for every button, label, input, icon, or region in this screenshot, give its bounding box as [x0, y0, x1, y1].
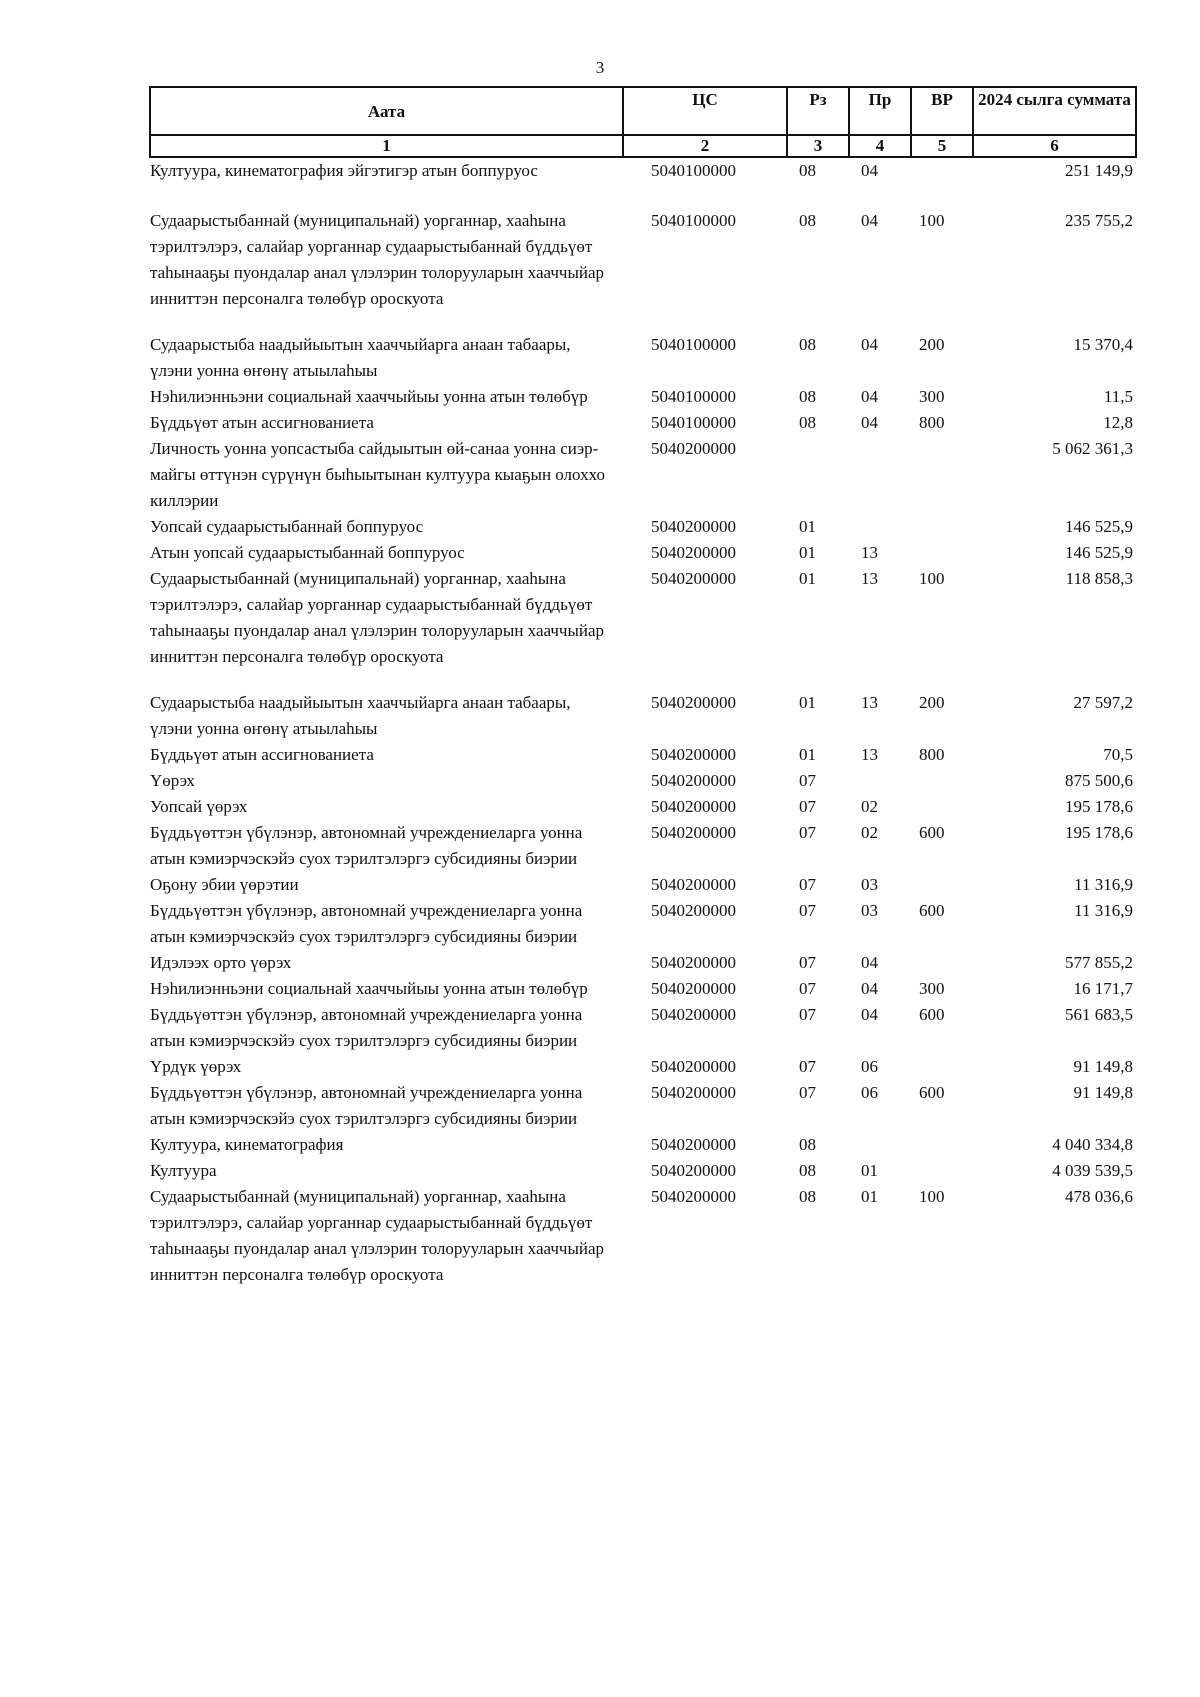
table-row — [150, 1132, 1136, 1158]
row-name: Үрдүк үөрэх — [150, 1057, 242, 1076]
table-row — [150, 950, 1136, 976]
row-pr: 03 — [861, 901, 878, 920]
row-rz: 07 — [799, 953, 816, 972]
row-vr — [911, 157, 973, 208]
row-rz: 07 — [799, 979, 816, 998]
row-amount: 11,5 — [1103, 387, 1133, 406]
row-name: Судаарыстыба наадыйыытын хааччыйарга анаан табаары, үлэни уонна өҥөнү атыылаһыы — [150, 693, 571, 738]
table-row — [150, 566, 1136, 690]
row-rz: 01 — [799, 517, 816, 536]
row-pr: 13 — [861, 543, 878, 562]
row-name: Бүддьүөттэн үбүлэнэр, автономнай учреждениеларга уонна атын кэмиэрчэскэйэ суох тэрилтэлэргэ субсидияны биэрии — [150, 901, 583, 946]
table-row — [150, 1158, 1136, 1184]
table-header-row — [150, 87, 1136, 135]
row-pr — [849, 436, 911, 514]
row-rz: 08 — [799, 1161, 816, 1180]
row-code: 5040200000 — [651, 543, 736, 562]
row-name: Култуура, кинематография эйгэтигэр атын боппуруос — [150, 161, 538, 180]
row-rz: 01 — [799, 745, 816, 764]
row-amount: 146 525,9 — [1065, 517, 1133, 536]
page-number: 3 — [595, 58, 605, 77]
row-name: Атын уопсай судаарыстыбаннай боппуруос — [150, 543, 465, 562]
row-code: 5040200000 — [651, 1057, 736, 1076]
header-name: Аата — [150, 87, 623, 135]
row-amount: 146 525,9 — [1065, 543, 1133, 562]
row-vr: 600 — [919, 901, 945, 920]
table-row — [150, 1184, 1136, 1288]
row-code: 5040200000 — [651, 439, 736, 458]
row-code: 5040100000 — [651, 387, 736, 406]
row-rz: 07 — [799, 875, 816, 894]
table-row — [150, 157, 1136, 208]
row-amount: 4 039 539,5 — [1052, 1161, 1133, 1180]
row-pr: 13 — [861, 569, 878, 588]
row-amount: 577 855,2 — [1065, 953, 1133, 972]
row-vr — [911, 872, 973, 898]
row-vr — [911, 768, 973, 794]
row-amount: 91 149,8 — [1073, 1057, 1133, 1076]
row-name: Бүддьүөттэн үбүлэнэр, автономнай учреждениеларга уонна атын кэмиэрчэскэйэ суох тэрилтэлэргэ субсидияны биэрии — [150, 1083, 583, 1128]
row-name: Бүддьүөт атын ассигнованиета — [150, 413, 374, 432]
row-amount: 561 683,5 — [1065, 1005, 1133, 1024]
row-pr: 06 — [861, 1057, 878, 1076]
row-rz: 01 — [799, 693, 816, 712]
budget-table — [149, 86, 1137, 1288]
row-vr — [911, 1054, 973, 1080]
header-code: ЦС — [623, 87, 787, 135]
row-name: Бүддьүөттэн үбүлэнэр, автономнай учреждениеларга уонна атын кэмиэрчэскэйэ суох тэрилтэлэргэ субсидияны биэрии — [150, 1005, 583, 1050]
row-amount: 5 062 361,3 — [1052, 439, 1133, 458]
table-row — [150, 898, 1136, 950]
row-amount: 27 597,2 — [1073, 693, 1133, 712]
row-vr: 300 — [919, 387, 945, 406]
row-vr: 600 — [919, 823, 945, 842]
column-number-row — [150, 135, 1136, 157]
row-name: Идэлээх орто үөрэх — [150, 953, 292, 972]
row-rz — [787, 436, 849, 514]
table-row — [150, 540, 1136, 566]
row-vr: 600 — [919, 1005, 945, 1024]
row-vr: 600 — [919, 1083, 945, 1102]
row-amount: 195 178,6 — [1065, 823, 1133, 842]
row-name: Личность уонна уопсастыба сайдыытын өй-санаа уонна сиэр-майгы өттүнэн сүрүнүн быһыытынан култуура кыаҕын олоххо киллэрии — [150, 439, 605, 510]
row-pr — [849, 768, 911, 794]
row-vr — [911, 514, 973, 540]
table-row — [150, 976, 1136, 1002]
row-rz: 07 — [799, 901, 816, 920]
row-pr: 06 — [861, 1083, 878, 1102]
table-row — [150, 1054, 1136, 1080]
row-code: 5040200000 — [651, 1161, 736, 1180]
row-pr: 13 — [861, 693, 878, 712]
table-row — [150, 690, 1136, 742]
row-code: 5040200000 — [651, 1187, 736, 1206]
row-name: Судаарыстыбаннай (муниципальнай) уорганнар, хааһына тэрилтэлэрэ, салайар уорганнар судаарыстыбаннай бүддьүөт таһынааҕы пуондалар анал үлэлэрин толорууларын хааччыйар инниттэн персоналга төлөбүр ороскуота — [150, 211, 605, 308]
row-vr: 800 — [919, 413, 945, 432]
row-name: Бүддьүөттэн үбүлэнэр, автономнай учреждениеларга уонна атын кэмиэрчэскэйэ суох тэрилтэлэргэ субсидияны биэрии — [150, 823, 583, 868]
row-rz: 07 — [799, 797, 816, 816]
table-row — [150, 872, 1136, 898]
row-code: 5040200000 — [651, 823, 736, 842]
row-rz: 08 — [799, 1135, 816, 1154]
column-number: 4 — [849, 135, 911, 157]
row-amount: 91 149,8 — [1073, 1083, 1133, 1102]
column-number: 1 — [150, 135, 623, 157]
row-name: Култуура, кинематография — [150, 1135, 344, 1154]
column-number: 3 — [787, 135, 849, 157]
row-rz: 07 — [799, 823, 816, 842]
table-row — [150, 768, 1136, 794]
row-vr: 200 — [919, 335, 945, 354]
row-code: 5040100000 — [651, 413, 736, 432]
table-row — [150, 742, 1136, 768]
header-pr: Пр — [849, 87, 911, 135]
row-amount: 11 316,9 — [1074, 901, 1133, 920]
row-pr — [849, 514, 911, 540]
row-code: 5040100000 — [651, 161, 736, 180]
row-vr: 100 — [919, 211, 945, 230]
row-code: 5040200000 — [651, 901, 736, 920]
row-code: 5040100000 — [651, 335, 736, 354]
row-name: Нэһилиэнньэни социальнай хааччыйыы уонна атын төлөбүр — [150, 387, 588, 406]
header-vr: ВР — [911, 87, 973, 135]
row-amount: 118 858,3 — [1065, 569, 1133, 588]
row-name: Судаарыстыбаннай (муниципальнай) уорганнар, хааһына тэрилтэлэрэ, салайар уорганнар судаарыстыбаннай бүддьүөт таһынааҕы пуондалар анал үлэлэрин толорууларын хааччыйар инниттэн персоналга төлөбүр ороскуота — [150, 1187, 605, 1284]
row-pr: 01 — [861, 1187, 878, 1206]
row-code: 5040200000 — [651, 693, 736, 712]
row-name: Култуура — [150, 1161, 217, 1180]
row-pr: 04 — [861, 953, 878, 972]
row-vr: 100 — [919, 1187, 945, 1206]
row-rz: 08 — [799, 413, 816, 432]
row-amount: 235 755,2 — [1065, 211, 1133, 230]
row-pr: 02 — [861, 797, 878, 816]
row-vr — [911, 950, 973, 976]
row-amount: 4 040 334,8 — [1052, 1135, 1133, 1154]
row-name: Судаарыстыба наадыйыытын хааччыйарга анаан табаары, үлэни уонна өҥөнү атыылаһыы — [150, 335, 571, 380]
row-vr — [911, 1132, 973, 1158]
row-name: Оҕону эбии үөрэтии — [150, 875, 299, 894]
table-row — [150, 514, 1136, 540]
row-pr: 04 — [861, 387, 878, 406]
row-rz: 01 — [799, 569, 816, 588]
row-vr: 800 — [919, 745, 945, 764]
row-vr — [911, 436, 973, 514]
row-pr: 01 — [861, 1161, 878, 1180]
row-pr: 02 — [861, 823, 878, 842]
row-code: 5040100000 — [651, 211, 736, 230]
table-row — [150, 794, 1136, 820]
row-vr: 200 — [919, 693, 945, 712]
column-number: 6 — [973, 135, 1136, 157]
row-amount: 11 316,9 — [1074, 875, 1133, 894]
row-rz: 07 — [799, 771, 816, 790]
row-code: 5040200000 — [651, 1135, 736, 1154]
row-code: 5040200000 — [651, 1005, 736, 1024]
row-amount: 478 036,6 — [1065, 1187, 1133, 1206]
row-rz: 07 — [799, 1083, 816, 1102]
row-pr: 13 — [861, 745, 878, 764]
row-code: 5040200000 — [651, 517, 736, 536]
row-pr: 04 — [861, 979, 878, 998]
row-amount: 15 370,4 — [1073, 335, 1133, 354]
row-code: 5040200000 — [651, 569, 736, 588]
row-rz: 07 — [799, 1057, 816, 1076]
row-pr: 03 — [861, 875, 878, 894]
row-rz: 07 — [799, 1005, 816, 1024]
row-amount: 16 171,7 — [1073, 979, 1133, 998]
row-rz: 01 — [799, 543, 816, 562]
row-pr: 04 — [861, 413, 878, 432]
row-rz: 08 — [799, 387, 816, 406]
row-code: 5040200000 — [651, 953, 736, 972]
table-row — [150, 384, 1136, 410]
row-vr: 100 — [919, 569, 945, 588]
row-pr — [849, 1132, 911, 1158]
row-name: Бүддьүөт атын ассигнованиета — [150, 745, 374, 764]
row-name: Нэһилиэнньэни социальнай хааччыйыы уонна атын төлөбүр — [150, 979, 588, 998]
row-pr: 04 — [861, 1005, 878, 1024]
row-rz: 08 — [799, 161, 816, 180]
row-code: 5040200000 — [651, 1083, 736, 1102]
table-row — [150, 410, 1136, 436]
row-pr: 04 — [861, 161, 878, 180]
row-code: 5040200000 — [651, 875, 736, 894]
row-name: Үөрэх — [150, 771, 195, 790]
row-amount: 195 178,6 — [1065, 797, 1133, 816]
row-amount: 875 500,6 — [1065, 771, 1133, 790]
row-amount: 70,5 — [1103, 745, 1133, 764]
row-name: Уопсай судаарыстыбаннай боппуруос — [150, 517, 424, 536]
row-vr — [911, 540, 973, 566]
row-name: Судаарыстыбаннай (муниципальнай) уорганнар, хааһына тэрилтэлэрэ, салайар уорганнар судаарыстыбаннай бүддьүөт таһынааҕы пуондалар анал үлэлэрин толорууларын хааччыйар инниттэн персоналга төлөбүр ороскуота — [150, 569, 605, 666]
row-vr: 300 — [919, 979, 945, 998]
header-rz: Рз — [787, 87, 849, 135]
row-name: Уопсай үөрэх — [150, 797, 248, 816]
row-pr: 04 — [861, 335, 878, 354]
column-number: 5 — [911, 135, 973, 157]
header-sum: 2024 сылга суммата — [973, 87, 1136, 135]
row-rz: 08 — [799, 335, 816, 354]
table-row — [150, 820, 1136, 872]
table-row — [150, 436, 1136, 514]
row-rz: 08 — [799, 211, 816, 230]
row-code: 5040200000 — [651, 771, 736, 790]
row-amount: 12,8 — [1103, 413, 1133, 432]
column-number: 2 — [623, 135, 787, 157]
row-code: 5040200000 — [651, 745, 736, 764]
row-vr — [911, 1158, 973, 1184]
row-rz: 08 — [799, 1187, 816, 1206]
row-pr: 04 — [861, 211, 878, 230]
row-code: 5040200000 — [651, 979, 736, 998]
row-code: 5040200000 — [651, 797, 736, 816]
row-amount: 251 149,9 — [1065, 161, 1133, 180]
table-row — [150, 208, 1136, 332]
table-row — [150, 1002, 1136, 1054]
row-vr — [911, 794, 973, 820]
table-row — [150, 332, 1136, 384]
table-row — [150, 1080, 1136, 1132]
